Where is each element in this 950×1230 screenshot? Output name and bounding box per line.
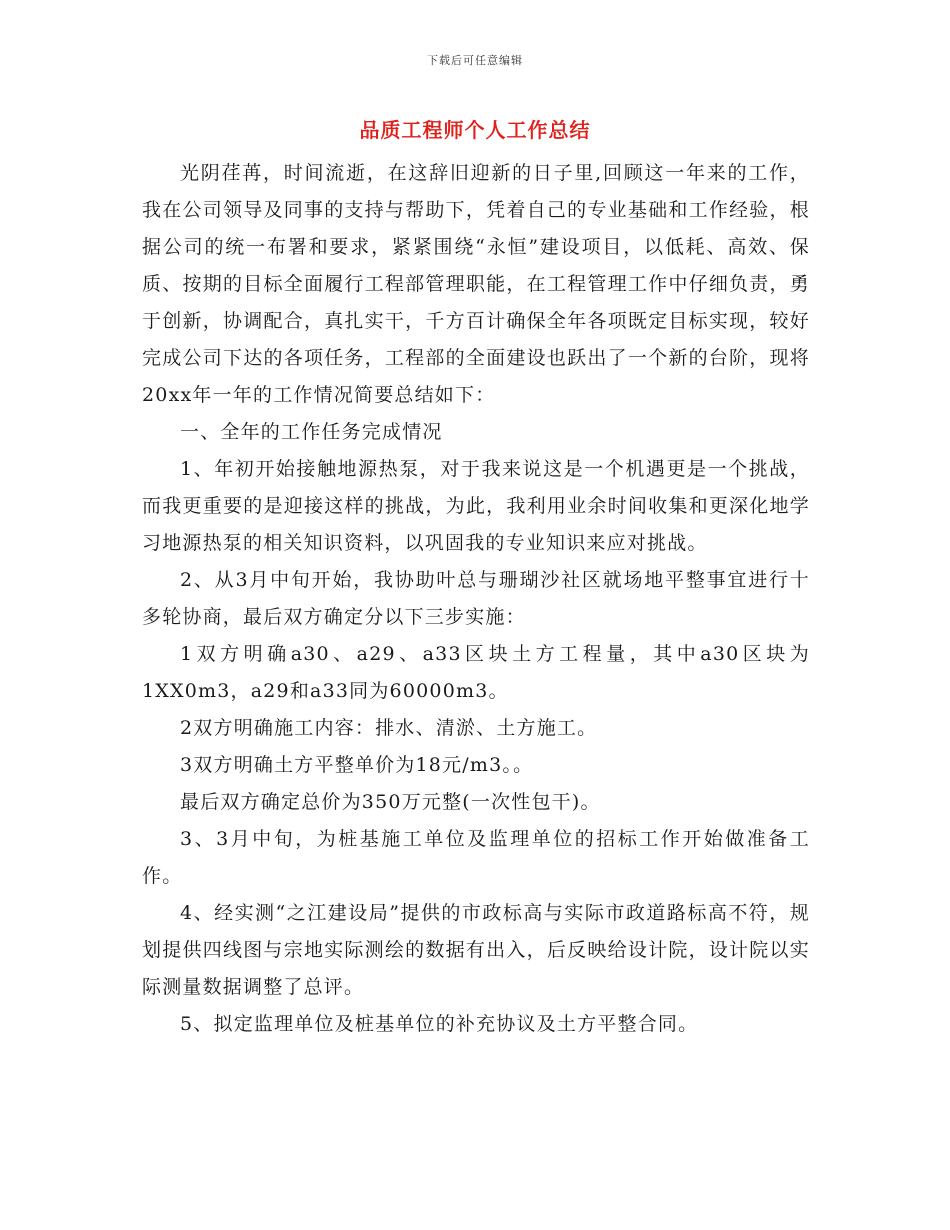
paragraph-item-3: 3、3月中旬，为桩基施工单位及监理单位的招标工作开始做准备工作。 <box>142 828 810 887</box>
paragraph-subitem-2: 2双方明确施工内容：排水、清淤、土方施工。 <box>180 717 598 739</box>
header-note: 下载后可任意编辑 <box>427 54 523 67</box>
section-heading: 一、全年的工作任务完成情况 <box>180 421 443 443</box>
paragraph-item-2: 2、从3月中旬开始，我协助叶总与珊瑚沙社区就场地平整事宜进行十多轮协商，最后双方确定分以下三步实施： <box>142 569 810 628</box>
paragraph-item-5: 5、拟定监理单位及桩基单位的补充协议及土方平整合同。 <box>180 1013 699 1035</box>
paragraph-subitem-1: 1双方明确a30、a29、a33区块土方工程量，其中a30区块为1XX0m3，a29和a33同为60000m3。 <box>142 643 810 702</box>
document-title: 品质工程师个人工作总结 <box>359 118 591 142</box>
paragraph-item-1: 1、年初开始接触地源热泵，对于我来说这是一个机遇更是一个挑战，而我更重要的是迎接这样的挑战，为此，我利用业余时间收集和更深化地学习地源热泵的相关知识资料，以巩固我的专业知识来应对挑战。 <box>142 458 810 554</box>
paragraph-total-price: 最后双方确定总价为350万元整(一次性包干)。 <box>180 791 601 813</box>
paragraph-item-4: 4、经实测“之江建设局”提供的市政标高与实际市政道路标高不符，规划提供四线图与宗地实际测绘的数据有出入，后反映给设计院，设计院以实际测量数据调整了总评。 <box>142 902 810 998</box>
document-body <box>142 155 810 1043</box>
paragraph-intro: 光阴荏苒，时间流逝，在这辞旧迎新的日子里,回顾这一年来的工作，我在公司领导及同事的支持与帮助下，凭着自己的专业基础和工作经验，根据公司的统一布署和要求，紧紧围绕“永恒”建设项目，以低耗、高效、保质、按期的目标全面履行工程部管理职能，在工程管理工作中仔细负责，勇于创新，协调配合，真扎实干，千方百计确保全年各项既定目标实现，较好完成公司下达的各项任务，工程部的全面建设也跃出了一个新的台阶，现将20xx年一年的工作情况简要总结如下： <box>142 162 810 406</box>
paragraph-subitem-3: 3双方明确土方平整单价为18元/m3。。 <box>180 754 534 776</box>
